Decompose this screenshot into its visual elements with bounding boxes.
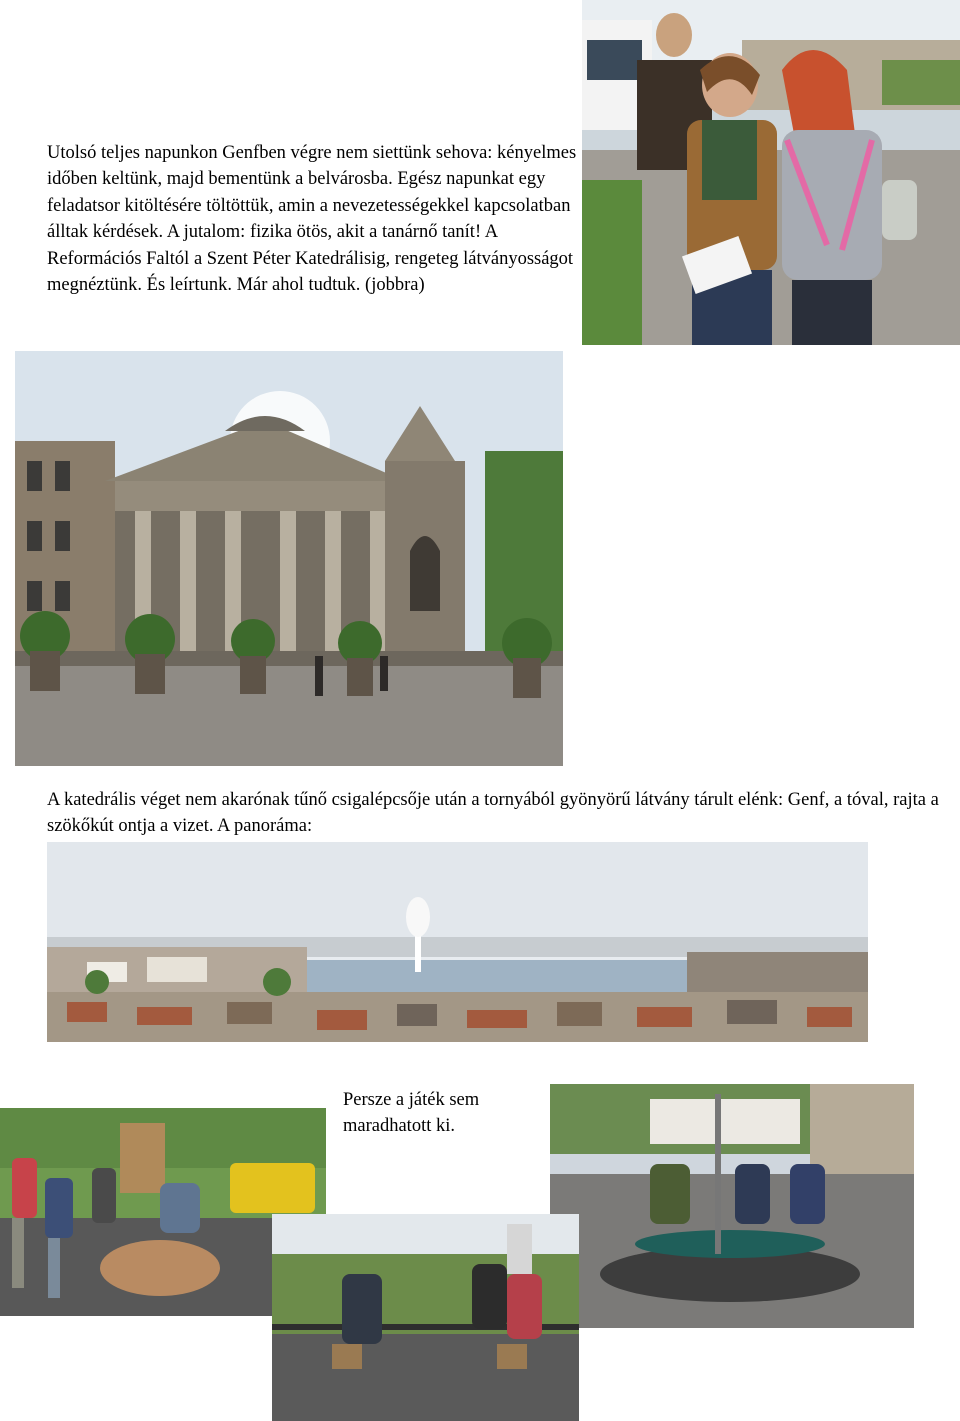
cathedral-paragraph: A katedrális véget nem akarónak tűnő csigalépcsője után a tornyából gyönyörű látvány tárult elénk: Genf, a tóval, rajta a szökőkút ontja a vizet. A panoráma: [47,789,939,836]
game-paragraph: Persze a játék sem maradhatott ki. [343,1089,480,1136]
carousel-group-photo [550,1084,914,1328]
intro-paragraph: Utolsó teljes napunkon Genfben végre nem siettünk sehova: kényelmes időben keltünk, majd bementünk a belvárosba. Egész napunkat egy feladatsor kitöltésére töltöttük, amin a nevezetességekkel kapcsolatban álltak kérdések. A jutalom: fizika ötös, akit a tanárnő tanít! A Reformációs Faltól a Szent Péter Katedrálisig, rengeteg látványosságot megnéztünk. És leírtunk. Már ahol tudtuk. (jobbra) [47,142,577,295]
cathedral-photo [15,351,563,766]
students-worksheet-photo [582,0,960,345]
geneva-panorama-photo [47,842,868,1042]
railing-group-photo [272,1214,579,1421]
